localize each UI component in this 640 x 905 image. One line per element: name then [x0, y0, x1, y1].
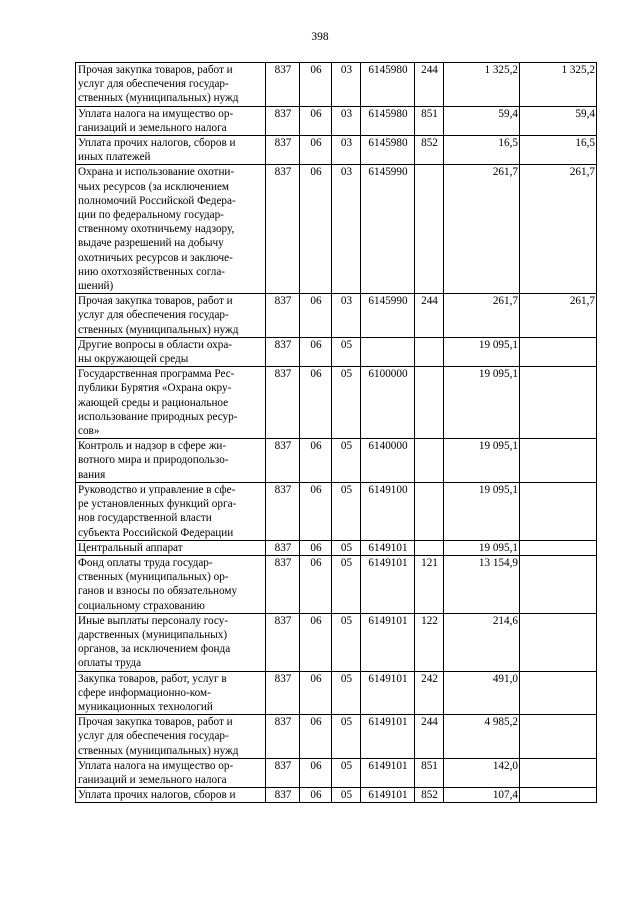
cell-amount-1: 59,4 [444, 106, 520, 135]
table-row [76, 106, 597, 135]
table-row [76, 613, 597, 671]
cell-ministry-code: 837 [266, 106, 300, 135]
cell-target-article-code: 6149101 [361, 758, 415, 787]
cell-section-code: 06 [300, 337, 332, 366]
cell-ministry-code: 837 [266, 294, 300, 338]
cell-row-name: Центральный аппарат [76, 540, 266, 555]
table-row [76, 788, 597, 803]
cell-expense-type-code [415, 482, 444, 540]
cell-amount-2 [520, 482, 597, 540]
cell-amount-2 [520, 671, 597, 715]
cell-section-code: 06 [300, 106, 332, 135]
cell-row-name: Руководство и управление в сфе- ре установленных функций орга- нов государственной власти субъекта Российской Федерации [76, 482, 266, 540]
table-row [76, 671, 597, 715]
cell-section-code: 06 [300, 613, 332, 671]
cell-amount-2: 59,4 [520, 106, 597, 135]
cell-amount-1: 16,5 [444, 136, 520, 165]
cell-amount-1: 19 095,1 [444, 540, 520, 555]
cell-row-name: Уплата прочих налогов, сборов и иных платежей [76, 136, 266, 165]
cell-expense-type-code [415, 439, 444, 483]
table-row [76, 337, 597, 366]
cell-amount-1: 491,0 [444, 671, 520, 715]
cell-ministry-code: 837 [266, 337, 300, 366]
cell-amount-1: 107,4 [444, 788, 520, 803]
cell-expense-type-code: 851 [415, 106, 444, 135]
cell-section-code: 06 [300, 165, 332, 294]
cell-section-code: 06 [300, 715, 332, 759]
cell-expense-type-code: 852 [415, 788, 444, 803]
table-row [76, 439, 597, 483]
cell-ministry-code: 837 [266, 63, 300, 107]
cell-row-name: Прочая закупка товаров, работ и услуг для обеспечения государ- ственных (муниципальных) нужд [76, 63, 266, 107]
cell-ministry-code: 837 [266, 165, 300, 294]
table-row [76, 758, 597, 787]
cell-amount-2: 16,5 [520, 136, 597, 165]
cell-amount-1: 4 985,2 [444, 715, 520, 759]
cell-ministry-code: 837 [266, 439, 300, 483]
cell-ministry-code: 837 [266, 540, 300, 555]
cell-amount-2: 1 325,2 [520, 63, 597, 107]
cell-amount-2 [520, 788, 597, 803]
cell-ministry-code: 837 [266, 671, 300, 715]
cell-amount-2: 261,7 [520, 165, 597, 294]
table-row [76, 63, 597, 107]
cell-subsection-code: 05 [332, 367, 361, 439]
cell-ministry-code: 837 [266, 482, 300, 540]
table-row [76, 136, 597, 165]
cell-expense-type-code [415, 165, 444, 294]
cell-subsection-code: 03 [332, 136, 361, 165]
cell-row-name: Закупка товаров, работ, услуг в сфере информационно-ком- муникационных технологий [76, 671, 266, 715]
cell-ministry-code: 837 [266, 715, 300, 759]
cell-expense-type-code: 244 [415, 715, 444, 759]
cell-subsection-code: 03 [332, 106, 361, 135]
cell-expense-type-code: 244 [415, 63, 444, 107]
cell-amount-1: 19 095,1 [444, 482, 520, 540]
cell-target-article-code: 6149101 [361, 613, 415, 671]
cell-amount-2 [520, 613, 597, 671]
table-row [76, 540, 597, 555]
cell-expense-type-code: 851 [415, 758, 444, 787]
cell-subsection-code: 05 [332, 671, 361, 715]
cell-section-code: 06 [300, 294, 332, 338]
cell-subsection-code: 03 [332, 294, 361, 338]
cell-amount-1: 19 095,1 [444, 367, 520, 439]
cell-amount-1: 19 095,1 [444, 439, 520, 483]
cell-amount-2 [520, 439, 597, 483]
table-row [76, 715, 597, 759]
cell-amount-2 [520, 367, 597, 439]
cell-expense-type-code: 121 [415, 555, 444, 613]
cell-expense-type-code: 122 [415, 613, 444, 671]
table-row [76, 555, 597, 613]
cell-target-article-code: 6145980 [361, 136, 415, 165]
cell-row-name: Охрана и использование охотни- чьих ресурсов (за исключением полномочий Российской Федера- ции по федеральному государ- ственному охотничьему надзору, выдаче разрешений на добычу охотничьих ресурсов и заключе- нию охотхозяйственных согла- шений) [76, 165, 266, 294]
cell-amount-2 [520, 337, 597, 366]
cell-row-name: Фонд оплаты труда государ- ственных (муниципальных) ор- ганов и взносы по обязательному социальному страхованию [76, 555, 266, 613]
page-number: 398 [311, 31, 329, 43]
cell-amount-2 [520, 715, 597, 759]
cell-section-code: 06 [300, 63, 332, 107]
table-row [76, 294, 597, 338]
cell-amount-2 [520, 555, 597, 613]
cell-row-name: Уплата налога на имущество ор- ганизаций и земельного налога [76, 758, 266, 787]
cell-section-code: 06 [300, 367, 332, 439]
cell-subsection-code: 05 [332, 482, 361, 540]
cell-target-article-code: 6140000 [361, 439, 415, 483]
cell-subsection-code: 05 [332, 439, 361, 483]
cell-ministry-code: 837 [266, 555, 300, 613]
cell-target-article-code: 6149100 [361, 482, 415, 540]
cell-target-article-code: 6145980 [361, 106, 415, 135]
cell-target-article-code: 6149101 [361, 671, 415, 715]
cell-row-name: Иные выплаты персоналу госу- дарственных (муниципальных) органов, за исключением фонда оплаты труда [76, 613, 266, 671]
cell-target-article-code: 6145980 [361, 63, 415, 107]
cell-amount-2 [520, 540, 597, 555]
cell-ministry-code: 837 [266, 758, 300, 787]
cell-row-name: Другие вопросы в области охра- ны окружающей среды [76, 337, 266, 366]
table-row [76, 482, 597, 540]
table-row [76, 165, 597, 294]
cell-target-article-code: 6149101 [361, 555, 415, 613]
cell-ministry-code: 837 [266, 788, 300, 803]
cell-section-code: 06 [300, 439, 332, 483]
cell-row-name: Уплата прочих налогов, сборов и [76, 788, 266, 803]
cell-amount-1: 214,6 [444, 613, 520, 671]
cell-expense-type-code [415, 367, 444, 439]
cell-ministry-code: 837 [266, 613, 300, 671]
budget-table [75, 62, 597, 803]
cell-row-name: Прочая закупка товаров, работ и услуг для обеспечения государ- ственных (муниципальных) нужд [76, 715, 266, 759]
cell-section-code: 06 [300, 555, 332, 613]
cell-section-code: 06 [300, 758, 332, 787]
cell-section-code: 06 [300, 482, 332, 540]
cell-section-code: 06 [300, 788, 332, 803]
cell-subsection-code: 05 [332, 555, 361, 613]
cell-subsection-code: 05 [332, 540, 361, 555]
cell-amount-1: 19 095,1 [444, 337, 520, 366]
cell-subsection-code: 05 [332, 758, 361, 787]
cell-amount-2 [520, 758, 597, 787]
cell-subsection-code: 05 [332, 788, 361, 803]
cell-target-article-code: 6145990 [361, 165, 415, 294]
cell-ministry-code: 837 [266, 367, 300, 439]
cell-target-article-code: 6149101 [361, 715, 415, 759]
cell-expense-type-code [415, 540, 444, 555]
cell-ministry-code: 837 [266, 136, 300, 165]
cell-subsection-code: 03 [332, 165, 361, 294]
table-row [76, 367, 597, 439]
table-body [76, 63, 597, 803]
cell-row-name: Контроль и надзор в сфере жи- вотного мира и природопользо- вания [76, 439, 266, 483]
cell-amount-1: 261,7 [444, 294, 520, 338]
cell-row-name: Государственная программа Рес- публики Бурятия «Охрана окру- жающей среды и рациональное использование природных ресур- сов» [76, 367, 266, 439]
cell-expense-type-code [415, 337, 444, 366]
cell-target-article-code: 6149101 [361, 540, 415, 555]
cell-section-code: 06 [300, 671, 332, 715]
cell-section-code: 06 [300, 136, 332, 165]
cell-section-code: 06 [300, 540, 332, 555]
cell-expense-type-code: 852 [415, 136, 444, 165]
cell-target-article-code: 6149101 [361, 788, 415, 803]
cell-amount-1: 13 154,9 [444, 555, 520, 613]
cell-target-article-code [361, 337, 415, 366]
cell-amount-1: 1 325,2 [444, 63, 520, 107]
cell-expense-type-code: 242 [415, 671, 444, 715]
cell-amount-1: 261,7 [444, 165, 520, 294]
cell-target-article-code: 6100000 [361, 367, 415, 439]
cell-amount-1: 142,0 [444, 758, 520, 787]
cell-subsection-code: 05 [332, 337, 361, 366]
cell-subsection-code: 03 [332, 63, 361, 107]
cell-row-name: Прочая закупка товаров, работ и услуг для обеспечения государ- ственных (муниципальных) нужд [76, 294, 266, 338]
cell-expense-type-code: 244 [415, 294, 444, 338]
cell-subsection-code: 05 [332, 715, 361, 759]
cell-amount-2: 261,7 [520, 294, 597, 338]
cell-row-name: Уплата налога на имущество ор- ганизаций и земельного налога [76, 106, 266, 135]
cell-target-article-code: 6145990 [361, 294, 415, 338]
cell-subsection-code: 05 [332, 613, 361, 671]
